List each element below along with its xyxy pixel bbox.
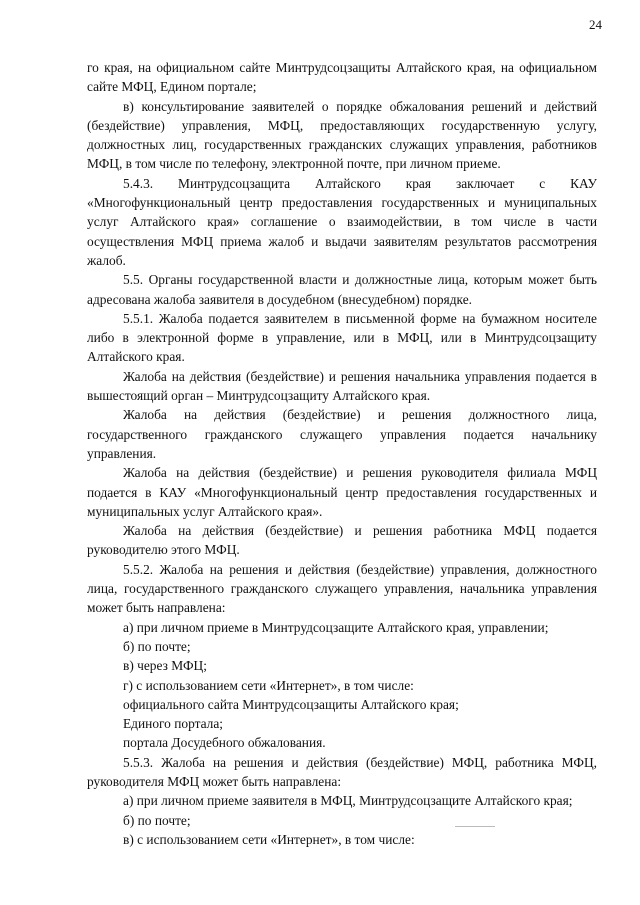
scan-mark: [455, 826, 495, 827]
paragraph: 5.5.3. Жалоба на решения и действия (бездействие) МФЦ, работника МФЦ, руководителя МФЦ может быть направлена:: [87, 754, 597, 789]
list-item: б) по почте;: [123, 812, 191, 828]
paragraph: Жалоба на действия (бездействие) и решения должностного лица, государственного гражданского служащего управления подается начальнику управления.: [87, 407, 597, 461]
paragraph: Жалоба на действия (бездействие) и решения начальника управления подается в вышестоящий орган – Минтрудсоцзащиту Алтайского края.: [87, 368, 597, 404]
paragraph: 5.4.3. Минтрудсоцзащита Алтайского края заключает с КАУ «Многофункциональный центр предоставления государственных и муниципальных услуг Алтайского края» соглашение о взаимодействии, в том числе в части осуществления МФЦ приема жалоб и выдачи заявителям результатов рассмотрения жалоб.: [87, 175, 597, 268]
list-item: официального сайта Минтрудсоцзащиты Алтайского края;: [123, 696, 459, 712]
list-item: а) при личном приеме в Минтрудсоцзащите Алтайского края, управлении;: [123, 619, 549, 635]
paragraph: в) консультирование заявителей о порядке обжалования решений и действий (бездействие) управления, МФЦ, предоставляющих государственную услугу, должностных лиц, государственных гражданских служащих управления, работников МФЦ, в том числе по телефону, электронной почте, при личном приеме.: [87, 98, 597, 172]
paragraph: Жалоба на действия (бездействие) и решения руководителя филиала МФЦ подается в КАУ «Многофункциональный центр предоставления государственных и муниципальных услуг Алтайского края».: [87, 465, 597, 519]
paragraph: 5.5. Органы государственной власти и должностные лица, которым может быть адресована жалоба заявителя в досудебном (внесудебном) порядке.: [87, 272, 597, 307]
list-item: Единого портала;: [123, 716, 224, 732]
paragraph: 5.5.2. Жалоба на решения и действия (бездействие) управления, должностного лица, государственного гражданского служащего управления, начальника управления может быть направлена:: [87, 561, 597, 616]
paragraph: 5.5.1. Жалоба подается заявителем в письменной форме на бумажном носителе либо в электронной форме в управление, или в МФЦ, или в Минтрудсоцзащиту Алтайского края.: [87, 310, 597, 365]
list-item: в) через МФЦ;: [123, 658, 207, 674]
list-item: портала Досудебного обжалования.: [123, 735, 326, 751]
paragraph: го края, на официальном сайте Минтрудсоцзащиты Алтайского края, на официальном сайте МФЦ, Едином портале;: [87, 60, 597, 95]
paragraph: Жалоба на действия (бездействие) и решения работника МФЦ подается руководителю этого МФЦ.: [87, 523, 597, 558]
page-number: 24: [589, 17, 602, 32]
list-item: б) по почте;: [123, 638, 191, 654]
list-item: в) с использованием сети «Интернет», в том числе:: [123, 831, 415, 847]
document-body: [87, 58, 597, 849]
list-item: г) с использованием сети «Интернет», в том числе:: [123, 677, 414, 693]
list-item: а) при личном приеме заявителя в МФЦ, Минтрудсоцзащите Алтайского края;: [123, 793, 573, 809]
